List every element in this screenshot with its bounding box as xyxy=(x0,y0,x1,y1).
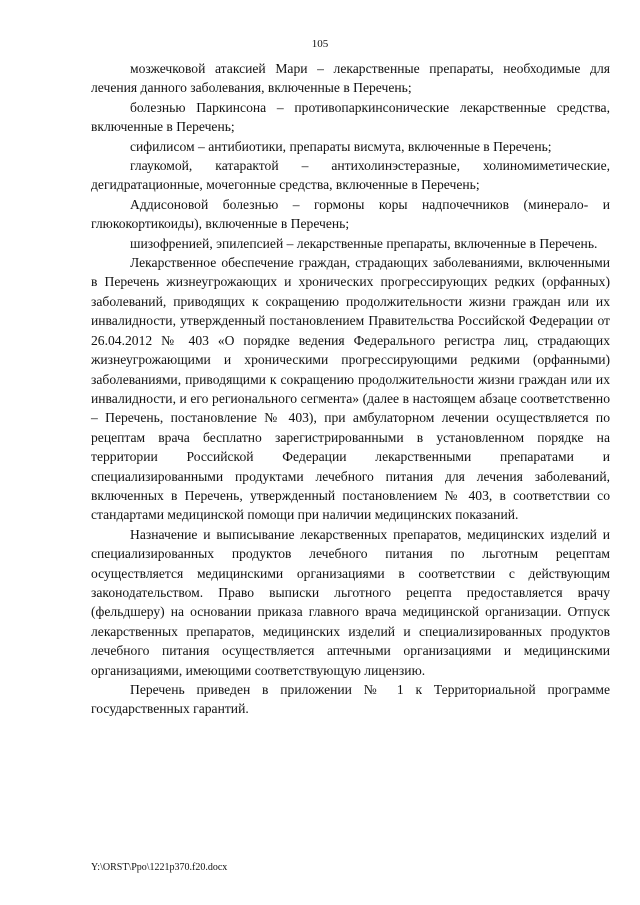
paragraph: сифилисом – антибиотики, препараты висмута, включенные в Перечень; xyxy=(130,138,552,154)
paragraph: Назначение и выписывание лекарственных препаратов, медицинских изделий и специализированных продуктов лечебного питания по льготным рецептам осуществляется медицинскими организациями в соответствии с действующим законодательством. Право выписки льготного рецепта предоставляется врачу (фельдшеру) на основании приказа главного врача медицинской организации. Отпуск лекарственных препаратов, медицинских изделий и специализированных продуктов лечебного питания осуществляется аптечными организациями и медицинскими организациями, имеющими соответствующую лицензию. xyxy=(91,526,610,678)
paragraph: Лекарственное обеспечение граждан, страдающих заболеваниями, включенными в Перечень жизнеугрожающих и хронических прогрессирующих редких (орфанных) заболеваний, приводящих к сокращению продолжительности жизни граждан или их инвалидности, утвержденный постановлением Правительства Российской Федерации от 26.04.2012 № 403 «О порядке ведения Федерального регистра лиц, страдающих жизнеугрожающими и хроническими прогрессирующими редкими (орфанными) заболеваниями, приводящими к сокращению продолжительности жизни граждан или их инвалидности, и его регионального сегмента» (далее в настоящем абзаце соответственно – Перечень, постановление № 403), при амбулаторном лечении осуществляется по рецептам врача бесплатно зарегистрированными в установленном порядке на территории Российской Федерации лекарственными препаратами и специализированными продуктами лечебного питания для лечения заболеваний, включенных в Перечень, утвержденный постановлением № 403, в соответствии со стандартами медицинской помощи при наличии медицинских показаний. xyxy=(91,255,610,523)
paragraph: болезнью Паркинсона – противопаркинсонические лекарственные средства, включенные в Перечень; xyxy=(91,99,610,135)
paragraph: мозжечковой атаксией Мари – лекарственные препараты, необходимые для лечения данного заболевания, включенные в Перечень; xyxy=(91,61,610,96)
paragraph: глаукомой, катарактой – антихолинэстеразные, холиномиметические, дегидратационные, мочегонные средства, включенные в Перечень; xyxy=(91,158,610,193)
page-number: 105 xyxy=(311,38,329,50)
footer-file-path: Y:\ORST\Ppo\1221p370.f20.docx xyxy=(91,862,228,873)
document-body xyxy=(91,59,610,719)
paragraph: Аддисоновой болезнью – гормоны коры надпочечников (минерало- и глюкокортикоиды), включенные в Перечень; xyxy=(91,196,610,232)
paragraph: Перечень приведен в приложении № 1 к Территориальной программе государственных гарантий. xyxy=(91,682,610,717)
paragraph: шизофренией, эпилепсией – лекарственные препараты, включенные в Перечень. xyxy=(130,235,598,251)
